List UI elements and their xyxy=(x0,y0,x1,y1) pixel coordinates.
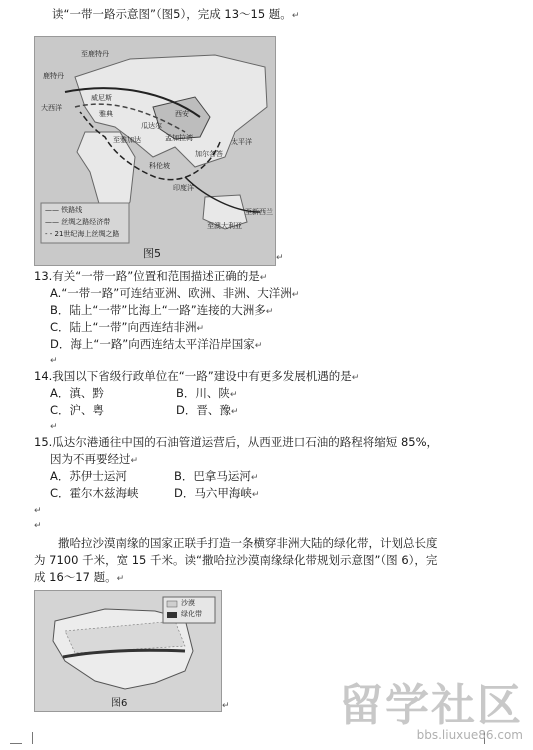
question-13-stem: 13.有关“一带一路”位置和范围描述正确的是↵ xyxy=(34,269,268,283)
legend-silk-road-belt: —— 丝绸之路经济带 xyxy=(45,218,111,226)
map-label: 孟加拉湾 xyxy=(165,134,193,142)
legend-maritime-road: - - 21世纪海上丝绸之路 xyxy=(45,230,120,238)
passage-line-3: 成 16～17 题。↵ xyxy=(34,570,125,584)
map-label: 至澳大利亚 xyxy=(207,222,242,230)
passage-line-2: 为 7100 千米，宽 15 千米。读“撒哈拉沙漠南缘绿化带规划示意图”（图 6），完 xyxy=(34,553,438,567)
paragraph-mark: ↵ xyxy=(34,521,42,531)
map-label: 至新西兰 xyxy=(245,208,273,216)
paragraph-mark: ↵ xyxy=(50,422,58,432)
figure-caption: 图6 xyxy=(111,698,128,709)
question-13-option-d: D．海上“一路”向西连结太平洋沿岸国家↵ xyxy=(50,337,263,351)
question-13-option-b: B．陆上“一带”比海上“一路”连接的大洲多↵ xyxy=(50,303,274,317)
question-14-option-c: C．沪、粤 xyxy=(50,403,105,417)
question-15-option-b: B．巴拿马运河↵ xyxy=(174,469,259,483)
map-label: 雅典 xyxy=(99,110,113,118)
map-label: 加尔各答 xyxy=(195,150,223,158)
question-13-option-c: C．陆上“一带”向西连结非洲↵ xyxy=(50,320,204,334)
passage-line-1: 撒哈拉沙漠南缘的国家正联手打造一条横穿非洲大陆的绿化带，计划总长度 xyxy=(58,536,438,550)
watermark xyxy=(339,680,523,742)
question-14-option-d: D．晋、豫↵ xyxy=(176,403,239,417)
figure-5-map xyxy=(34,36,276,266)
question-15-option-d: D．马六甲海峡↵ xyxy=(174,486,260,500)
paragraph-mark: ↵ xyxy=(276,253,284,263)
question-14-option-a: A．滇、黔 xyxy=(50,386,104,400)
map-label: 至鹿特丹 xyxy=(81,50,109,58)
question-13-option-a: A.“一带一路”可连结亚洲、欧洲、非洲、大洋洲↵ xyxy=(50,286,300,300)
legend-green-belt: 绿化带 xyxy=(181,610,202,618)
paragraph-mark: ↵ xyxy=(50,356,58,366)
figure-caption: 图5 xyxy=(143,247,161,260)
map-label: 威尼斯 xyxy=(91,94,112,102)
map-label: 西安 xyxy=(175,110,189,118)
map-label: 大西洋 xyxy=(41,104,62,112)
watermark-url: bbs.liuxue86.com xyxy=(416,728,523,742)
question-14-option-b: B．川、陕↵ xyxy=(176,386,238,400)
watermark-logo: 留学社区 xyxy=(339,680,523,731)
question-14-stem: 14.我国以下省级行政单位在“一路”建设中有更多发展机遇的是↵ xyxy=(34,369,360,383)
question-15-stem-cont: 因为不再要经过↵ xyxy=(50,452,139,466)
legend-railway: —— 铁路线 xyxy=(45,206,83,214)
map-label: 印度洋 xyxy=(173,184,194,192)
question-15-option-a: A．苏伊士运河 xyxy=(50,469,127,483)
crop-mark xyxy=(10,731,22,744)
paragraph-mark: ↵ xyxy=(34,506,42,516)
intro-text: 读“一带一路示意图”（图5），完成 13～15 题。↵ xyxy=(52,7,300,21)
figure-6-map xyxy=(34,590,222,712)
map-label: 鹿特丹 xyxy=(43,72,64,80)
legend-desert: 沙漠 xyxy=(181,599,195,607)
map-label: 太平洋 xyxy=(231,138,252,146)
map-label: 至雅加达 xyxy=(113,136,141,144)
question-15-option-c: C．霍尔木兹海峡 xyxy=(50,486,139,500)
map-label: 瓜达尔 xyxy=(141,122,162,130)
question-15-stem: 15.瓜达尔港通往中国的石油管道运营后，从西亚进口石油的路程将缩短 85%， xyxy=(34,435,439,449)
map-label: 科伦坡 xyxy=(149,162,170,170)
paragraph-mark: ↵ xyxy=(222,701,230,711)
